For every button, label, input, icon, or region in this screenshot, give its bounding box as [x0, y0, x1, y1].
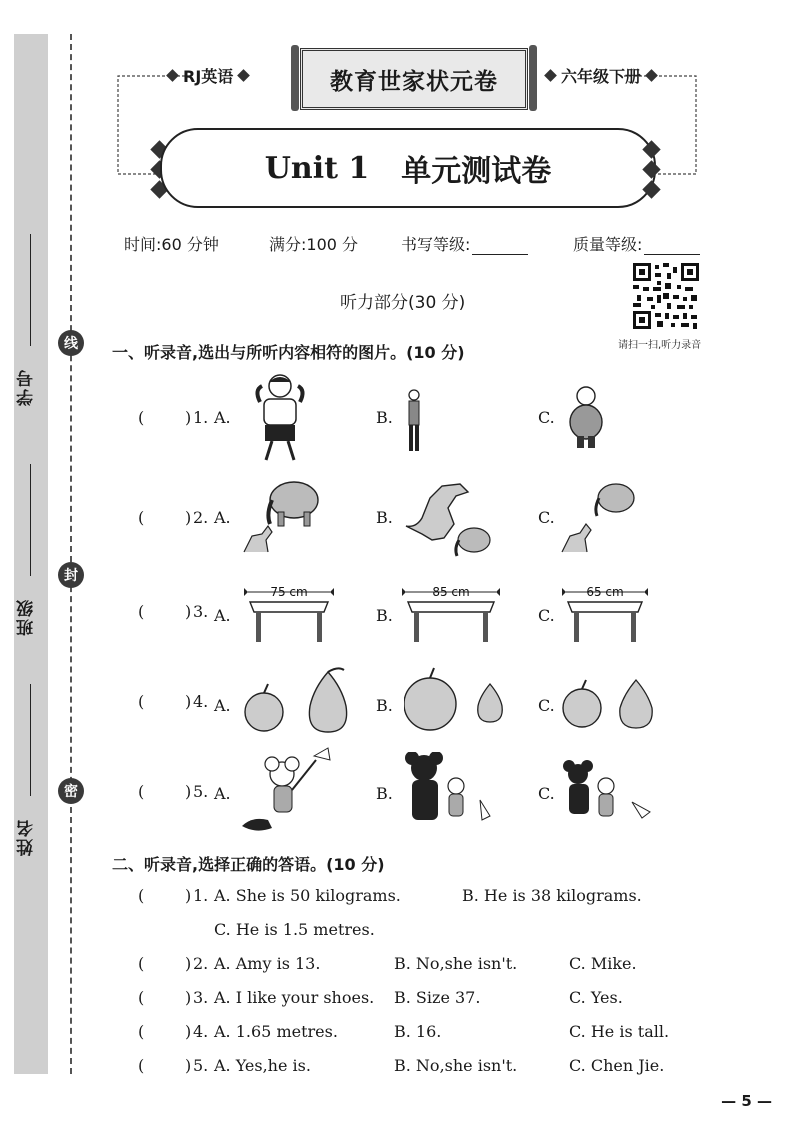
option-label-b: B. — [376, 508, 393, 527]
answer-option-b: B. He is 38 kilograms. — [462, 886, 642, 905]
exam-info — [124, 232, 724, 255]
answer-option-b: B. No,she isn't. — [394, 954, 518, 973]
option-label-b: B. — [376, 408, 393, 427]
answer-option-a: A. Yes,he is. — [214, 1056, 311, 1075]
quality-grade-blank[interactable] — [644, 238, 700, 255]
seal-line: 线 — [58, 330, 84, 356]
student-id-blank — [30, 234, 31, 346]
seal-secret: 密 — [58, 778, 84, 804]
answer-option-c: C. Yes. — [569, 988, 623, 1007]
class-blank — [30, 464, 31, 576]
strong-man-picture[interactable] — [250, 372, 310, 464]
option-label-c: C. — [538, 784, 555, 803]
apple-and-pear-picture[interactable] — [562, 672, 658, 736]
answer-bracket-open: ( — [138, 508, 145, 527]
fat-man-picture[interactable] — [566, 384, 606, 450]
answer-option-c: C. Chen Jie. — [569, 1056, 665, 1075]
answer-option-c: C. He is tall. — [569, 1022, 670, 1041]
grade-tag — [546, 64, 656, 87]
writing-grade-blank[interactable] — [472, 238, 528, 255]
name-label: 姓名 — [17, 818, 37, 856]
option-label-a: A. — [214, 696, 231, 715]
table-picture-b[interactable] — [402, 580, 500, 646]
answer-bracket-close: ) — [185, 692, 192, 711]
question-number: 4. — [193, 1022, 209, 1041]
question-number: 3. — [193, 602, 209, 621]
diamond-icon — [645, 69, 658, 82]
exam-time: 时间:60 分钟 — [124, 235, 219, 254]
answer-bracket-open: ( — [138, 692, 145, 711]
answer-bracket-open: ( — [138, 988, 145, 1007]
unit-label: Unit 1 — [264, 150, 370, 186]
answer-bracket-close: ) — [185, 602, 192, 621]
medium-shadow-mouse-picture[interactable] — [560, 760, 654, 824]
diamond-stack-right — [645, 143, 658, 196]
answer-bracket-open: ( — [138, 1056, 145, 1075]
grade-tag-text: 六年级下册 — [561, 67, 642, 86]
seal-seal: 封 — [58, 562, 84, 588]
option-label-c: C. — [538, 408, 555, 427]
publisher-banner — [300, 48, 528, 110]
subject-tag-text: RJ英语 — [183, 67, 234, 86]
answer-option-c: C. He is 1.5 metres. — [214, 920, 375, 939]
answer-option-b: B. Size 37. — [394, 988, 481, 1007]
part1-title: 一、听录音,选出与所听内容相符的图片。(10 分) — [112, 343, 465, 362]
answer-bracket-open: ( — [138, 1022, 145, 1041]
table-width-label: 85 cm — [432, 585, 470, 599]
answer-bracket-open: ( — [138, 954, 145, 973]
class-label: 班级 — [17, 598, 37, 636]
option-label-b: B. — [376, 784, 393, 803]
listening-section-heading: 听力部分(30 分) — [340, 293, 466, 313]
question-number: 2. — [193, 954, 209, 973]
qr-code-icon[interactable] — [633, 263, 699, 329]
answer-bracket-close: ) — [185, 954, 192, 973]
question-number: 2. — [193, 508, 209, 527]
table-picture-a[interactable] — [244, 580, 334, 646]
answer-bracket-close: ) — [185, 886, 192, 905]
answer-option-a: A. She is 50 kilograms. — [214, 886, 401, 905]
answer-bracket-close: ) — [185, 1022, 192, 1041]
option-label-a: A. — [214, 606, 231, 625]
qr-caption: 请扫一扫,听力录音 — [618, 340, 702, 351]
mouse-short-shadow-picture[interactable] — [238, 746, 338, 836]
part2-title: 二、听录音,选择正确的答语。(10 分) — [112, 855, 385, 874]
scroll-end-right — [529, 45, 537, 111]
answer-bracket-close: ) — [185, 782, 192, 801]
student-id-label: 学号 — [17, 368, 37, 406]
quality-grade-label: 质量等级: — [573, 235, 643, 254]
subject-tag — [168, 64, 248, 87]
question-number: 4. — [193, 692, 209, 711]
answer-bracket-open: ( — [138, 408, 145, 427]
binding-strip — [14, 34, 48, 1074]
question-number: 1. — [193, 408, 209, 427]
big-apple-small-pear-picture[interactable] — [404, 664, 514, 734]
exam-full-score: 满分:100 分 — [269, 235, 359, 254]
answer-bracket-open: ( — [138, 886, 145, 905]
answer-bracket-close: ) — [185, 988, 192, 1007]
option-label-c: C. — [538, 606, 555, 625]
question-number: 1. — [193, 886, 209, 905]
answer-option-a: A. I like your shoes. — [214, 988, 375, 1007]
answer-bracket-close: ) — [185, 508, 192, 527]
page-number: — 5 — — [721, 1092, 772, 1110]
diamond-icon — [237, 69, 250, 82]
answer-option-b: B. 16. — [394, 1022, 442, 1041]
answer-option-c: C. Mike. — [569, 954, 637, 973]
answer-option-a: A. Amy is 13. — [214, 954, 321, 973]
answer-option-b: B. No,she isn't. — [394, 1056, 518, 1075]
dinosaur-big-elephant-small-picture[interactable] — [402, 478, 494, 560]
question-number: 5. — [193, 1056, 209, 1075]
table-picture-c[interactable] — [562, 580, 648, 646]
small-apple-big-pear-picture[interactable] — [244, 664, 356, 734]
elephant-big-dinosaur-small-picture[interactable] — [238, 474, 326, 560]
option-label-c: C. — [538, 508, 555, 527]
diamond-icon — [166, 69, 179, 82]
answer-bracket-close: ) — [185, 408, 192, 427]
option-label-a: A. — [214, 408, 231, 427]
big-shadow-mouse-picture[interactable] — [402, 752, 498, 826]
table-width-label: 65 cm — [586, 585, 624, 599]
thin-man-picture[interactable] — [402, 388, 426, 454]
option-label-a: A. — [214, 784, 231, 803]
diamond-icon — [544, 69, 557, 82]
banner-text: 教育世家状元卷 — [330, 68, 498, 95]
test-title: 单元测试卷 — [401, 154, 552, 189]
elephant-and-dinosaur-small-picture[interactable] — [558, 478, 642, 558]
scroll-end-left — [291, 45, 299, 111]
page-title — [160, 128, 656, 208]
option-label-b: B. — [376, 606, 393, 625]
cut-line — [70, 34, 72, 1074]
answer-bracket-close: ) — [185, 1056, 192, 1075]
option-label-a: A. — [214, 508, 231, 527]
question-number: 3. — [193, 988, 209, 1007]
answer-option-a: A. 1.65 metres. — [214, 1022, 338, 1041]
table-width-label: 75 cm — [270, 585, 308, 599]
answer-bracket-open: ( — [138, 602, 145, 621]
answer-bracket-open: ( — [138, 782, 145, 801]
question-number: 5. — [193, 782, 209, 801]
name-blank — [30, 684, 31, 796]
writing-grade-label: 书写等级: — [401, 235, 471, 254]
option-label-b: B. — [376, 696, 393, 715]
option-label-c: C. — [538, 696, 555, 715]
